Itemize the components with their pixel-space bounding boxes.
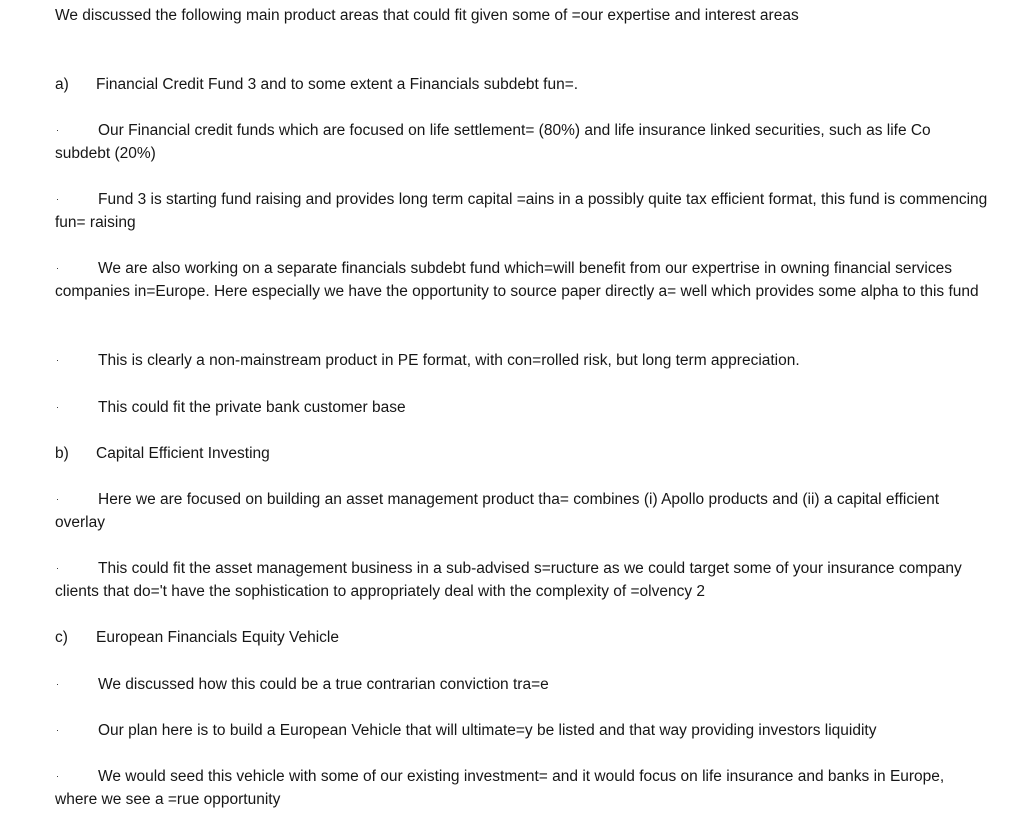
bullet-glyph: · [56,679,59,689]
intro-paragraph: We discussed the following main product areas that could fit given some of =our expertise and interest areas [55,7,799,24]
section-c-bullet-1: · We discussed how this could be a true contrarian conviction tra=e [55,673,990,696]
bullet-glyph: · [56,402,59,412]
section-a-bullet-5: · This could fit the private bank customer base [55,396,990,419]
section-c-title: European Financials Equity Vehicle [96,629,339,646]
bullet-glyph: · [56,263,59,273]
section-a-bullet-2: · Fund 3 is starting fund raising and provides long term capital =ains in a possibly quite tax efficient format, this fund is commencing fun= raising [55,188,990,234]
section-b-bullet-1: · Here we are focused on building an asset management product tha= combines (i) Apollo products and (ii) a capital efficient overlay [55,488,990,534]
bullet-glyph: · [56,355,59,365]
section-a-letter: a) [55,76,69,93]
section-a-heading [55,73,578,96]
section-c-bullet-2: · Our plan here is to build a European Vehicle that will ultimate=y be listed and that way providing investors liquidity [55,719,990,742]
bullet-glyph: · [56,494,59,504]
section-a-title: Financial Credit Fund 3 and to some extent a Financials subdebt fun=. [96,76,579,93]
section-a-bullet-4: · This is clearly a non-mainstream product in PE format, with con=rolled risk, but long term appreciation. [55,349,990,372]
section-c-bullet-3: · We would seed this vehicle with some of our existing investment= and it would focus on life insurance and banks in Europe, where we see a =rue opportunity [55,765,990,811]
bullet-glyph: · [56,125,59,135]
bullet-glyph: · [56,563,59,573]
section-c-letter: c) [55,629,68,646]
section-b-heading [55,442,270,465]
document-body [55,4,990,808]
section-b-title: Capital Efficient Investing [96,445,270,462]
section-a-bullet-1: · Our Financial credit funds which are focused on life settlement= (80%) and life insurance linked securities, such as life Co subdebt (20%) [55,119,990,165]
section-c-heading [55,626,339,649]
section-b-bullet-2: · This could fit the asset management business in a sub-advised s=ructure as we could target some of your insurance company clients that do='t have the sophistication to appropriately deal with the complexity of =olvency 2 [55,557,990,603]
bullet-glyph: · [56,771,59,781]
bullet-glyph: · [56,725,59,735]
section-b-letter: b) [55,445,69,462]
section-a-bullet-3: · We are also working on a separate financials subdebt fund which=will benefit from our expertrise in owning financial services companies in=Europe. Here especially we have the opportunity to source paper directly a= well which provides some alpha to this fund [55,257,990,303]
bullet-glyph: · [56,194,59,204]
